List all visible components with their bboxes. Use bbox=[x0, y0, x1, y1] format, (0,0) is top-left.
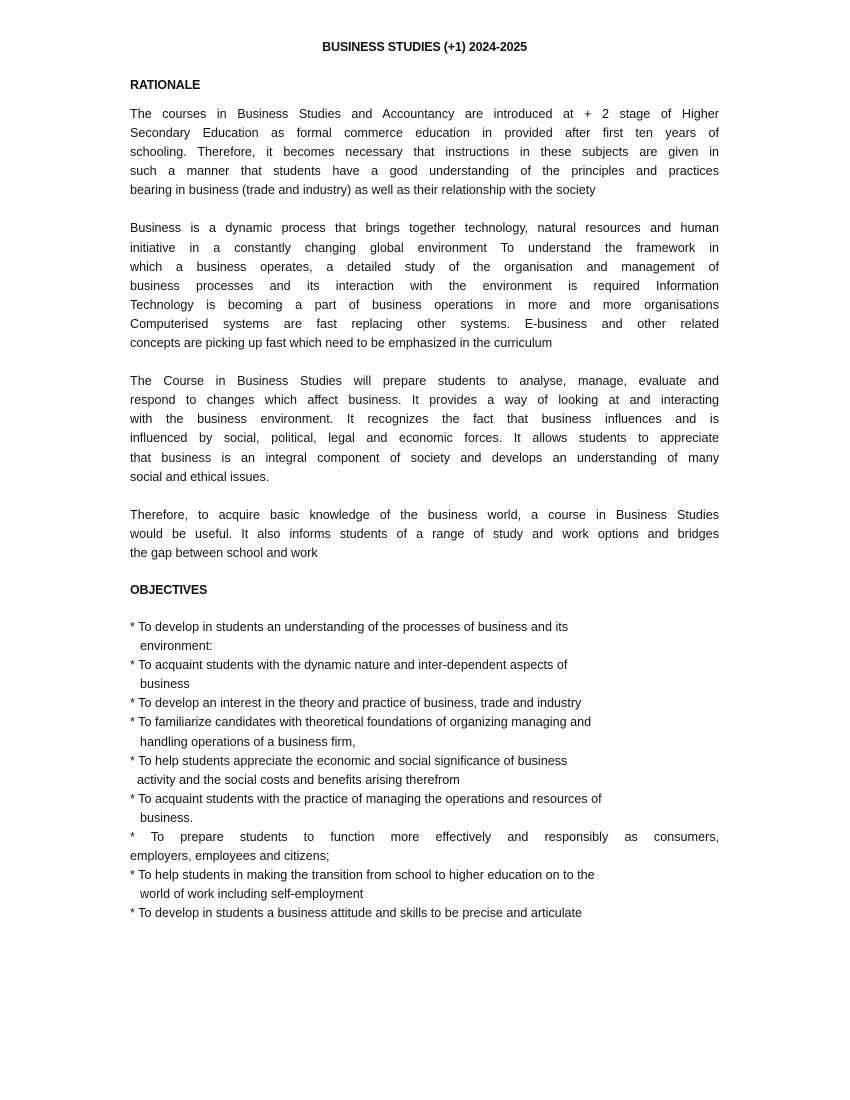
text-line: * To familiarize candidates with theoretical foundations of organizing managing and bbox=[130, 715, 592, 730]
text-line: environment: bbox=[140, 639, 213, 654]
text-line: * To prepare students to function more effectively and responsibly as consumers, bbox=[130, 830, 719, 844]
text-line: * To develop an interest in the theory and practice of business, trade and industry bbox=[130, 696, 582, 711]
text-line: schooling. Therefore, it becomes necessary that instructions in these subjects are given in bbox=[130, 145, 719, 160]
text-line: business processes and its interaction with the environment is required Information bbox=[130, 278, 719, 293]
text-line: which a business operates, a detailed study of the organisation and management of bbox=[130, 259, 719, 274]
document-title: BUSINESS STUDIES (+1) 2024-2025 bbox=[322, 40, 527, 54]
objective-item bbox=[130, 752, 719, 790]
text-line: Business is a dynamic process that brings together technology, natural resources and human bbox=[130, 221, 719, 236]
document-page bbox=[130, 38, 719, 923]
text-line: * To help students appreciate the economic and social significance of business bbox=[130, 753, 568, 768]
objective-item bbox=[130, 866, 719, 904]
text-line: with the business environment. It recognizes the fact that business influences and is bbox=[130, 412, 719, 427]
text-line: concepts are picking up fast which need to be emphasized in the curriculum bbox=[130, 336, 553, 351]
text-line: employers, employees and citizens; bbox=[130, 849, 330, 864]
text-line: * To develop in students a business attitude and skills to be precise and articulate bbox=[130, 906, 583, 921]
objective-item bbox=[130, 656, 719, 694]
objective-item bbox=[130, 904, 719, 923]
text-line: business. bbox=[140, 810, 194, 825]
text-line: Secondary Education as formal commerce education in provided after first ten years of bbox=[130, 126, 719, 141]
text-line: social and ethical issues. bbox=[130, 469, 270, 484]
text-line: bearing in business (trade and industry) as well as their relationship with the society bbox=[130, 183, 596, 198]
text-line: The courses in Business Studies and Accountancy are introduced at + 2 stage of Higher bbox=[130, 107, 719, 121]
text-line: would be useful. It also informs students of a range of study and work options and bridges bbox=[130, 526, 719, 541]
text-line: * To acquaint students with the dynamic nature and inter-dependent aspects of bbox=[130, 658, 568, 673]
rationale-heading: RATIONALE bbox=[130, 78, 201, 92]
text-line: business bbox=[140, 677, 190, 692]
objective-item bbox=[130, 828, 719, 866]
text-line: Therefore, to acquire basic knowledge of the business world, a course in Business Studies bbox=[130, 507, 719, 522]
text-line: that business is an integral component of society and develops an understanding of many bbox=[130, 450, 719, 465]
objectives-list bbox=[130, 618, 719, 924]
text-line: world of work including self-employment bbox=[140, 887, 364, 902]
text-line: * To help students in making the transition from school to higher education on to the bbox=[130, 868, 595, 883]
text-line: the gap between school and work bbox=[130, 545, 318, 560]
objective-item bbox=[130, 713, 719, 751]
text-line: such a manner that students have a good understanding of the principles and practices bbox=[130, 164, 719, 179]
objective-item bbox=[130, 618, 719, 656]
text-line: respond to changes which affect business. It provides a way of looking at and interacting bbox=[130, 393, 719, 408]
objectives-heading: OBJECTIVES bbox=[130, 582, 208, 597]
text-line: Computerised systems are fast replacing other systems. E-business and other related bbox=[130, 316, 719, 331]
text-line: initiative in a constantly changing global environment To understand the framework in bbox=[130, 240, 719, 255]
rationale-paragraph-1 bbox=[130, 105, 719, 200]
text-line: * To develop in students an understanding of the processes of business and its bbox=[130, 619, 569, 634]
objective-item bbox=[130, 790, 719, 828]
text-line: activity and the social costs and benefits arising therefrom bbox=[137, 772, 460, 787]
text-line: The Course in Business Studies will prepare students to analyse, manage, evaluate and bbox=[130, 374, 719, 389]
text-line: handling operations of a business firm, bbox=[140, 734, 356, 749]
text-line: Technology is becoming a part of business operations in more and more organisations bbox=[130, 297, 719, 312]
text-line: influenced by social, political, legal and economic forces. It allows students to appreciate bbox=[130, 431, 719, 446]
rationale-paragraph-2 bbox=[130, 219, 719, 353]
text-line: * To acquaint students with the practice of managing the operations and resources of bbox=[130, 791, 602, 806]
objective-item bbox=[130, 694, 719, 713]
rationale-paragraph-4 bbox=[130, 506, 719, 563]
rationale-paragraph-3 bbox=[130, 372, 719, 487]
